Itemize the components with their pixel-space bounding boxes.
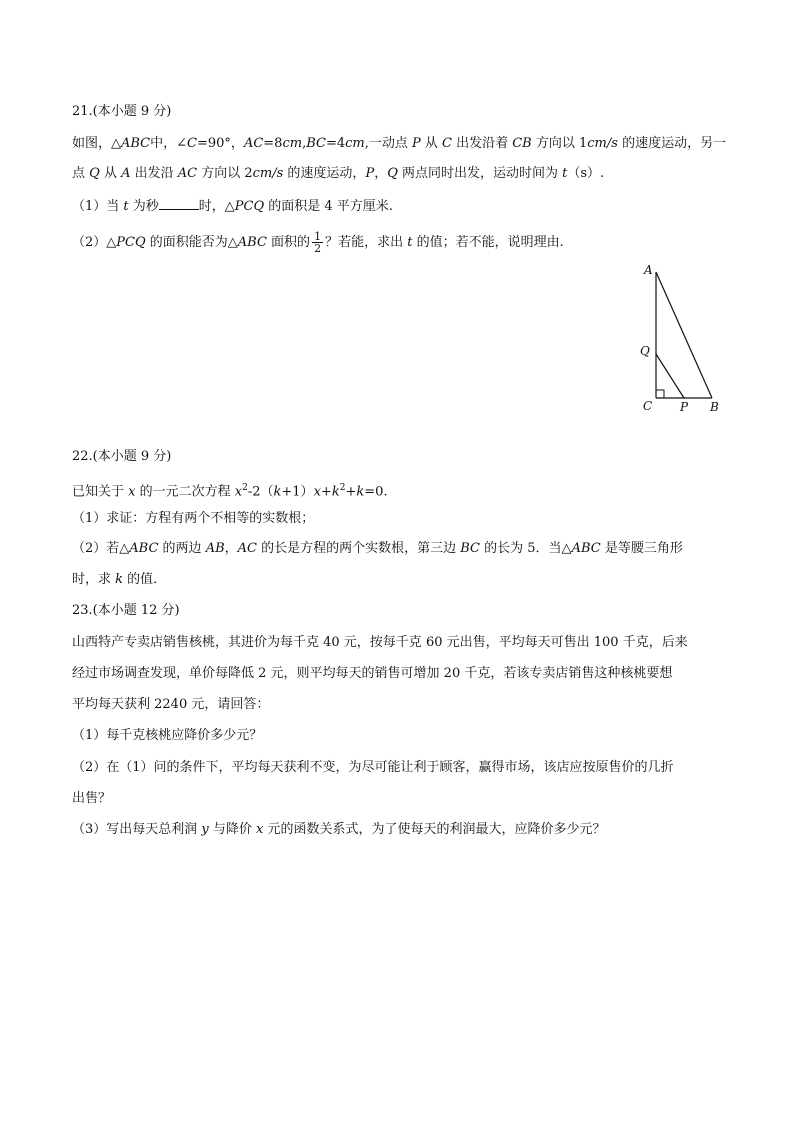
q21-line1: 如图，△ABC中，∠C=90°，AC=8cm,BC=4cm,一动点 P 从 C 出发沿着 CB 方向以 1cm/s 的速度运动，另一 xyxy=(72,136,727,151)
q22-line1: 已知关于 x 的一元二次方程 $x^2-2(k+1)x+k^2+k=0$. xyxy=(72,483,388,500)
q23-part2-cont: 出售？ xyxy=(72,791,112,806)
label-q: Q xyxy=(640,344,650,358)
q21-part2: （2）△PCQ 的面积能否为△ABC 面积的 $\frac{1}{2}$ ？若能，求出 t 的值；若不能，说明理由. xyxy=(72,230,564,255)
q23-part3: （3）写出每天总利润 y 与降价 x 元的函数关系式，为了使每天的利润最大，应降价多少元？ xyxy=(72,822,606,837)
q21-part1: （1）当 t 为秒 时，△PCQ 的面积是 4 平方厘米. xyxy=(72,199,393,214)
q22-part1: （1）求证：方程有两个不相等的实数根； xyxy=(72,511,315,526)
segment-qp xyxy=(656,354,684,398)
label-b: B xyxy=(710,400,719,414)
q23-part2: （2）在（1）问的条件下，平均每天获利不变，为尽可能让利于顾客，赢得市场，该店应按原售价的几折 xyxy=(72,760,674,775)
q21-header: 21.(本小题 9 分) xyxy=(72,104,172,119)
right-angle-mark xyxy=(656,390,664,398)
q21-line2: 点 Q 从 A 出发沿 AC 方向以 2cm/s 的速度运动，P，Q 两点同时出发，运动时间为 t（s）. xyxy=(72,166,605,181)
q23-line3: 平均每天获利 2240 元，请回答： xyxy=(72,697,270,712)
answer-blank[interactable] xyxy=(159,197,199,210)
q23-line2: 经过市场调查发现，单价每降低 2 元，则平均每天的销售可增加 20 千克，若该专卖店销售这种核桃要想 xyxy=(72,666,673,681)
q22-part2: （2）若△ABC 的两边 AB，AC 的长是方程的两个实数根，第三边 BC 的长为 5．当△ABC 是等腰三角形 xyxy=(72,541,683,556)
q22-part2-cont: 时，求 k 的值． xyxy=(72,572,167,587)
triangle-figure xyxy=(630,258,730,418)
q23-line1: 山西特产专卖店销售核桃，其进价为每千克 40 元，按每千克 60 元出售，平均每天可售出 100 千克，后来 xyxy=(72,635,688,650)
q22-header: 22.(本小题 9 分) xyxy=(72,449,172,464)
segment-ab xyxy=(656,272,712,398)
q23-header: 23.(本小题 12 分) xyxy=(72,603,180,618)
fraction-one-half: $\frac{1}{2}$ xyxy=(314,230,322,255)
label-a: A xyxy=(644,263,653,277)
label-p: P xyxy=(680,400,689,414)
label-c: C xyxy=(643,399,653,413)
q23-part1: （1）每千克核桃应降价多少元？ xyxy=(72,728,263,743)
